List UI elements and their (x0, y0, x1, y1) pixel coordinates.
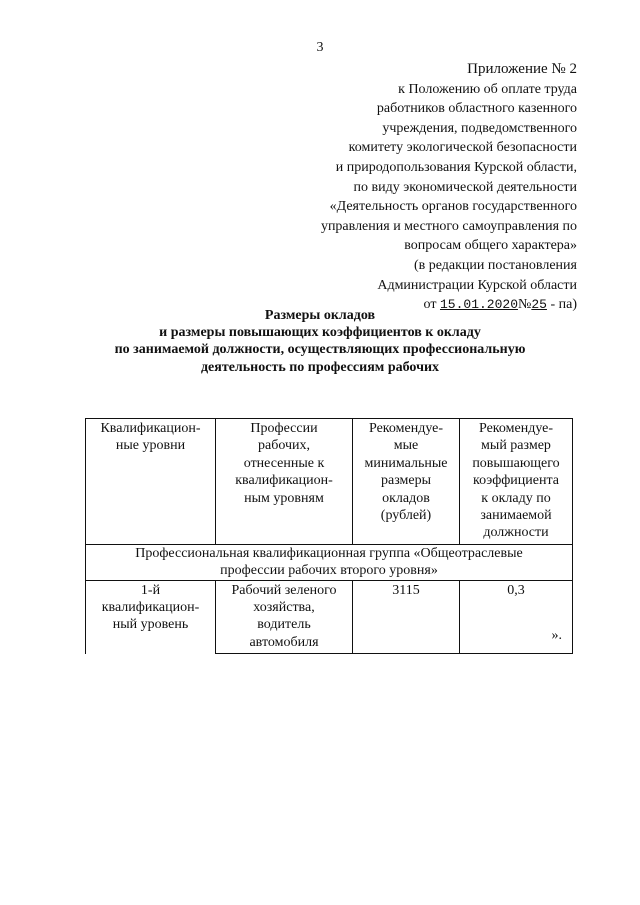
cell-professions: Рабочий зеленого хозяйства, водитель автомобиля (216, 580, 353, 654)
closing-quote: ». (551, 628, 562, 643)
edition-suffix: - па) (550, 297, 577, 313)
header-coefficient: Рекомендуе- мый размер повышающего коэффициента к окладу по занимаемой должности (460, 419, 573, 545)
appendix-line: управления и местного самоуправления по (320, 218, 577, 234)
title-line: деятельность по профессиям рабочих (200, 359, 440, 375)
title-line: по занимаемой должности, осуществляющих профессиональную (114, 342, 526, 358)
table-group-row (86, 544, 573, 580)
edition-number-prefix: № (518, 297, 532, 313)
page-number: 3 (316, 40, 324, 55)
appendix-line: вопросам общего характера» (404, 238, 577, 254)
group-title: Профессиональная квалификационная группа «Общеотраслевые профессии рабочих второго уровня» (86, 544, 573, 580)
cell-coefficient: 0,3 (460, 580, 573, 654)
appendix-line: (в редакции постановления (413, 257, 577, 273)
edition-prefix: от (423, 297, 437, 313)
table-row (86, 580, 573, 654)
table-header-row (86, 419, 573, 545)
appendix-line: работников областного казенного (376, 101, 577, 117)
appendix-line: к Положению об оплате труда (398, 81, 577, 97)
appendix-line: «Деятельность органов государственного (329, 199, 577, 215)
appendix-line: учреждения, подведомственного (382, 120, 577, 136)
appendix-header (237, 60, 577, 315)
appendix-line: Приложение № 2 (467, 61, 577, 77)
appendix-line: комитету экологической безопасности (348, 140, 577, 156)
salary-table (85, 418, 573, 654)
appendix-line: по виду экономической деятельности (353, 179, 577, 195)
edition-date: 15.01.2020 (439, 297, 518, 313)
appendix-line: Администрации Курской области (377, 277, 577, 293)
cell-qualification-level: 1-й квалификацион- ный уровень (86, 580, 216, 654)
title-line: и размеры повышающих коэффициентов к окладу (159, 325, 481, 341)
appendix-line: и природопользования Курской области, (335, 159, 577, 175)
edition-number: 25 (531, 297, 547, 313)
title-line: Размеры окладов (264, 308, 376, 323)
header-qualification-levels: Квалификацион- ные уровни (86, 419, 216, 545)
cell-min-salary: 3115 (353, 580, 460, 654)
document-title (0, 307, 640, 376)
header-min-salary: Рекомендуе- мые минимальные размеры окладов (рублей) (353, 419, 460, 545)
header-professions: Профессии рабочих, отнесенные к квалификацион- ным уровням (216, 419, 353, 545)
